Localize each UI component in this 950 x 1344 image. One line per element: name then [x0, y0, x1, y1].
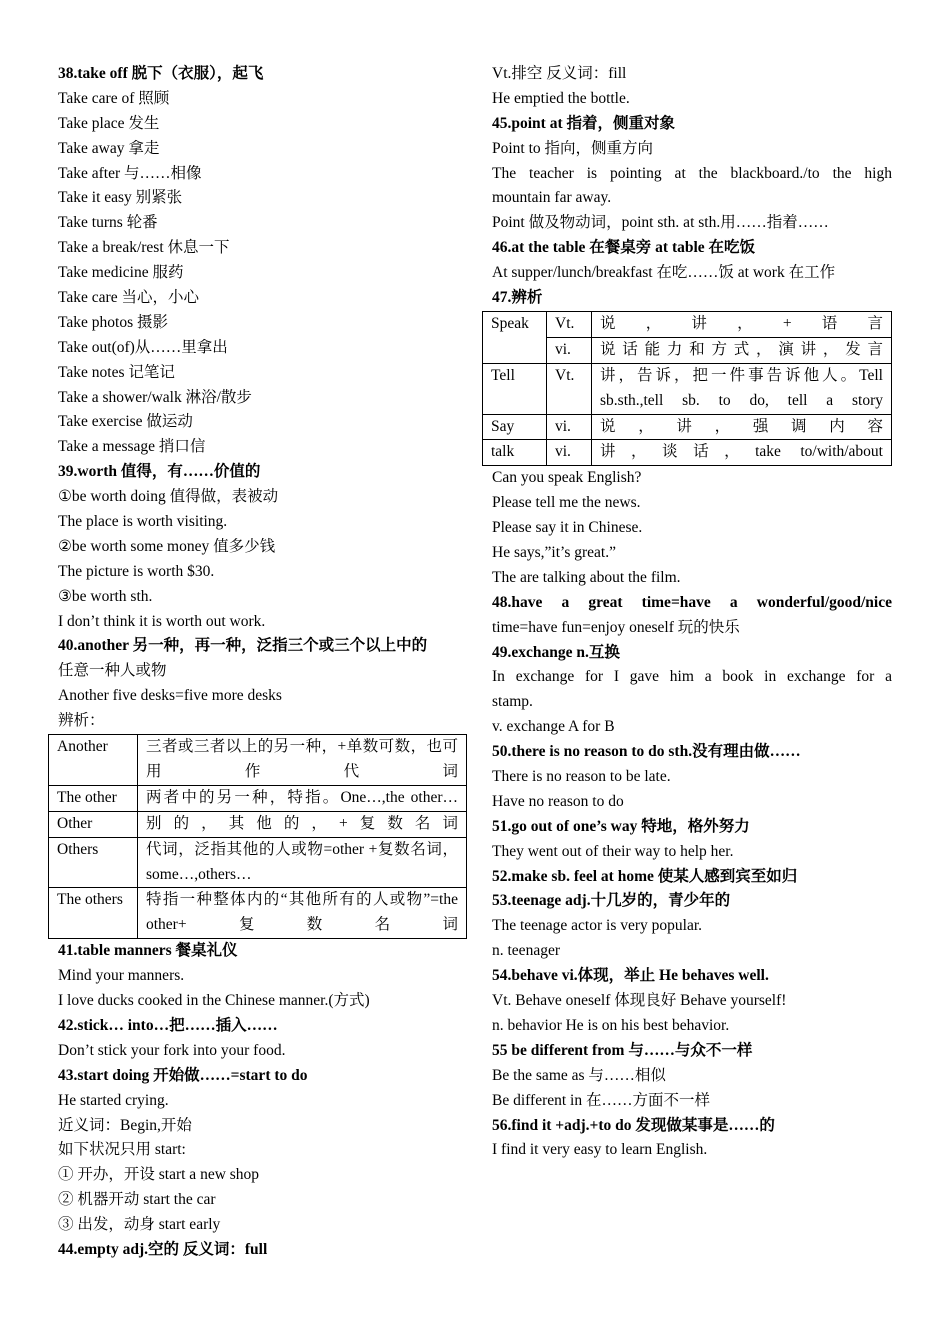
note-line: ② 机器开动 start the car	[58, 1191, 216, 1209]
note-line: 辨析：	[58, 712, 105, 730]
note-line: ① 开办，开设 start a new shop	[58, 1166, 260, 1184]
note-line: Take after 与……相像	[58, 164, 202, 182]
note-line: I don’t think it is worth out work.	[58, 612, 266, 630]
note-line: n. teenager	[492, 942, 560, 960]
definition-cell: 代词，泛指其他的人或物=other +复数名词，some…,others…	[138, 837, 467, 888]
note-line: Take care 当心，小心	[58, 289, 199, 307]
note-line: n. behavior He is on his best behavior.	[492, 1016, 730, 1034]
note-line: ①be worth doing 值得做，表被动	[58, 488, 279, 506]
note-line: He started crying.	[58, 1091, 169, 1109]
right-notes-bottom	[492, 466, 892, 1163]
part-of-speech-cell: vi.	[547, 414, 592, 440]
note-line: Can you speak English?	[492, 469, 642, 487]
note-line: The place is worth visiting.	[58, 513, 228, 531]
section-heading: 49.exchange n.互换	[492, 643, 620, 661]
note-line: The teenage actor is very popular.	[492, 917, 703, 935]
table-row	[483, 363, 892, 414]
section-heading: 44.empty adj.空的 反义词：full	[58, 1240, 268, 1258]
note-line: Point 做及物动词，point sth. at sth.用……指着……	[492, 214, 829, 232]
note-line: Take medicine 服药	[58, 264, 184, 282]
meaning-cell: 说，讲，+语言	[592, 311, 892, 337]
note-line: Be the same as 与……相似	[492, 1066, 666, 1084]
note-line: Take a shower/walk 淋浴/散步	[58, 388, 252, 406]
section-heading: 48.have a great time=have a wonderful/good/nice	[492, 593, 892, 611]
right-notes-top	[492, 62, 892, 311]
section-heading: 51.go out of one’s way 特地，格外努力	[492, 817, 750, 835]
section-heading: 41.table manners 餐桌礼仪	[58, 942, 238, 960]
left-notes-bottom	[58, 939, 468, 1263]
note-line: 任意一种人或物	[58, 662, 167, 680]
note-line: mountain far away.	[492, 189, 612, 207]
note-line: Be different in 在……方面不一样	[492, 1091, 710, 1109]
word-cell: Speak	[483, 311, 547, 363]
left-column	[58, 62, 468, 1263]
note-line: Another five desks=five more desks	[58, 687, 282, 705]
section-heading: 50.there is no reason to do sth.没有理由做……	[492, 743, 801, 761]
note-line: Take exercise 做运动	[58, 413, 193, 431]
definition-cell: 两者中的另一种，特指。One…,the other…	[138, 785, 467, 811]
term-cell: The others	[49, 888, 138, 939]
word-cell: talk	[483, 440, 547, 466]
definition-cell: 三者或三者以上的另一种，+单数可数，也可用作代词	[138, 735, 467, 786]
part-of-speech-cell: vi.	[547, 337, 592, 363]
definition-cell: 别的，其他的，+复数名词	[138, 811, 467, 837]
note-line: Take a message 捎口信	[58, 438, 206, 456]
part-of-speech-cell: Vt.	[547, 311, 592, 337]
term-cell: Others	[49, 837, 138, 888]
note-line: He emptied the bottle.	[492, 89, 630, 107]
meaning-cell: 讲，告诉，把一件事告诉他人。Tell sb.sth.,tell sb. to do, tell a story	[592, 363, 892, 414]
note-line: Take away 拿走	[58, 139, 160, 157]
note-line: Take notes 记笔记	[58, 363, 175, 381]
word-cell: Say	[483, 414, 547, 440]
note-line: Take care of 照顾	[58, 89, 170, 107]
note-line: At supper/lunch/breakfast 在吃……饭 at work 在工作	[492, 264, 836, 282]
section-heading: 54.behave vi.体现，举止 He behaves well.	[492, 967, 769, 985]
note-line: Take out(of)从……里拿出	[58, 338, 228, 356]
table-row	[49, 811, 467, 837]
note-line: Don’t stick your fork into your food.	[58, 1041, 286, 1059]
note-line: ③be worth sth.	[58, 587, 153, 605]
note-line: v. exchange A for B	[492, 718, 615, 736]
section-heading: 47.辨析	[492, 289, 543, 307]
speak-tell-say-talk-table	[482, 311, 892, 466]
section-heading: 42.stick… into…把……插入……	[58, 1016, 278, 1034]
note-line: 近义词：Begin,开始	[58, 1116, 192, 1134]
note-line: stamp.	[492, 693, 533, 711]
term-cell: Another	[49, 735, 138, 786]
note-line: I love ducks cooked in the Chinese manner.(方式)	[58, 992, 370, 1010]
table-row	[483, 311, 892, 337]
section-heading: 56.find it +adj.+to do 发现做某事是……的	[492, 1116, 775, 1134]
note-line: The picture is worth $30.	[58, 562, 215, 580]
note-line: Take it easy 别紧张	[58, 189, 183, 207]
note-line: ③ 出发，动身 start early	[58, 1216, 221, 1234]
table-row	[49, 735, 467, 786]
note-line: The are talking about the film.	[492, 568, 681, 586]
note-line: Take a break/rest 休息一下	[58, 239, 230, 257]
meaning-cell: 说，讲，强调内容	[592, 414, 892, 440]
note-line: They went out of their way to help her.	[492, 842, 734, 860]
note-line: Mind your manners.	[58, 967, 185, 985]
section-heading: 55 be different from 与……与众不一样	[492, 1041, 753, 1059]
section-heading: 45.point at 指着，侧重对象	[492, 114, 675, 132]
meaning-cell: 讲，谈话，take to/with/about	[592, 440, 892, 466]
note-line: Take turns 轮番	[58, 214, 158, 232]
note-line: Take place 发生	[58, 114, 160, 132]
section-heading: 46.at the table 在餐桌旁 at table 在吃饭	[492, 239, 756, 257]
note-line: Vt.排空 反义词：fill	[492, 65, 627, 82]
section-heading: 39.worth 值得，有……价值的	[58, 463, 261, 481]
table-row	[483, 440, 892, 466]
word-cell: Tell	[483, 363, 547, 414]
table-row	[49, 785, 467, 811]
another-other-comparison-table	[48, 734, 467, 939]
part-of-speech-cell: vi.	[547, 440, 592, 466]
note-line: He says,”it’s great.”	[492, 544, 616, 562]
section-heading: 52.make sb. feel at home 使某人感到宾至如归	[492, 867, 798, 885]
note-line: Have no reason to do	[492, 792, 624, 810]
note-line: The teacher is pointing at the blackboard./to the high	[492, 164, 892, 182]
left-notes-top	[58, 62, 468, 734]
note-line: There is no reason to be late.	[492, 768, 671, 786]
note-line: Vt. Behave oneself 体现良好 Behave yourself!	[492, 992, 787, 1010]
note-line: Please say it in Chinese.	[492, 519, 643, 537]
table-row	[49, 888, 467, 939]
note-line: 如下状况只用 start:	[58, 1141, 186, 1159]
section-heading: 53.teenage adj.十几岁的，青少年的	[492, 892, 731, 910]
table-row	[483, 414, 892, 440]
term-cell: The other	[49, 785, 138, 811]
section-heading: 38.take off 脱下（衣服），起飞	[58, 65, 264, 82]
section-heading: 43.start doing 开始做……=start to do	[58, 1066, 308, 1084]
note-line: Point to 指向，侧重方向	[492, 139, 654, 157]
note-line: Please tell me the news.	[492, 494, 641, 512]
right-column	[492, 62, 892, 1163]
definition-cell: 特指一种整体内的“其他所有的人或物”=the other+复数名词	[138, 888, 467, 939]
meaning-cell: 说话能力和方式，演讲，发言	[592, 337, 892, 363]
note-line: Take photos 摄影	[58, 313, 168, 331]
note-line: ②be worth some money 值多少钱	[58, 537, 276, 555]
note-line: time=have fun=enjoy oneself 玩的快乐	[492, 618, 740, 636]
note-line: In exchange for I gave him a book in exchange for a	[492, 668, 892, 686]
term-cell: Other	[49, 811, 138, 837]
table-row	[49, 837, 467, 888]
part-of-speech-cell: Vt.	[547, 363, 592, 414]
section-heading: 40.another 另一种，再一种，泛指三个或三个以上中的	[58, 637, 428, 655]
note-line: I find it very easy to learn English.	[492, 1141, 708, 1159]
